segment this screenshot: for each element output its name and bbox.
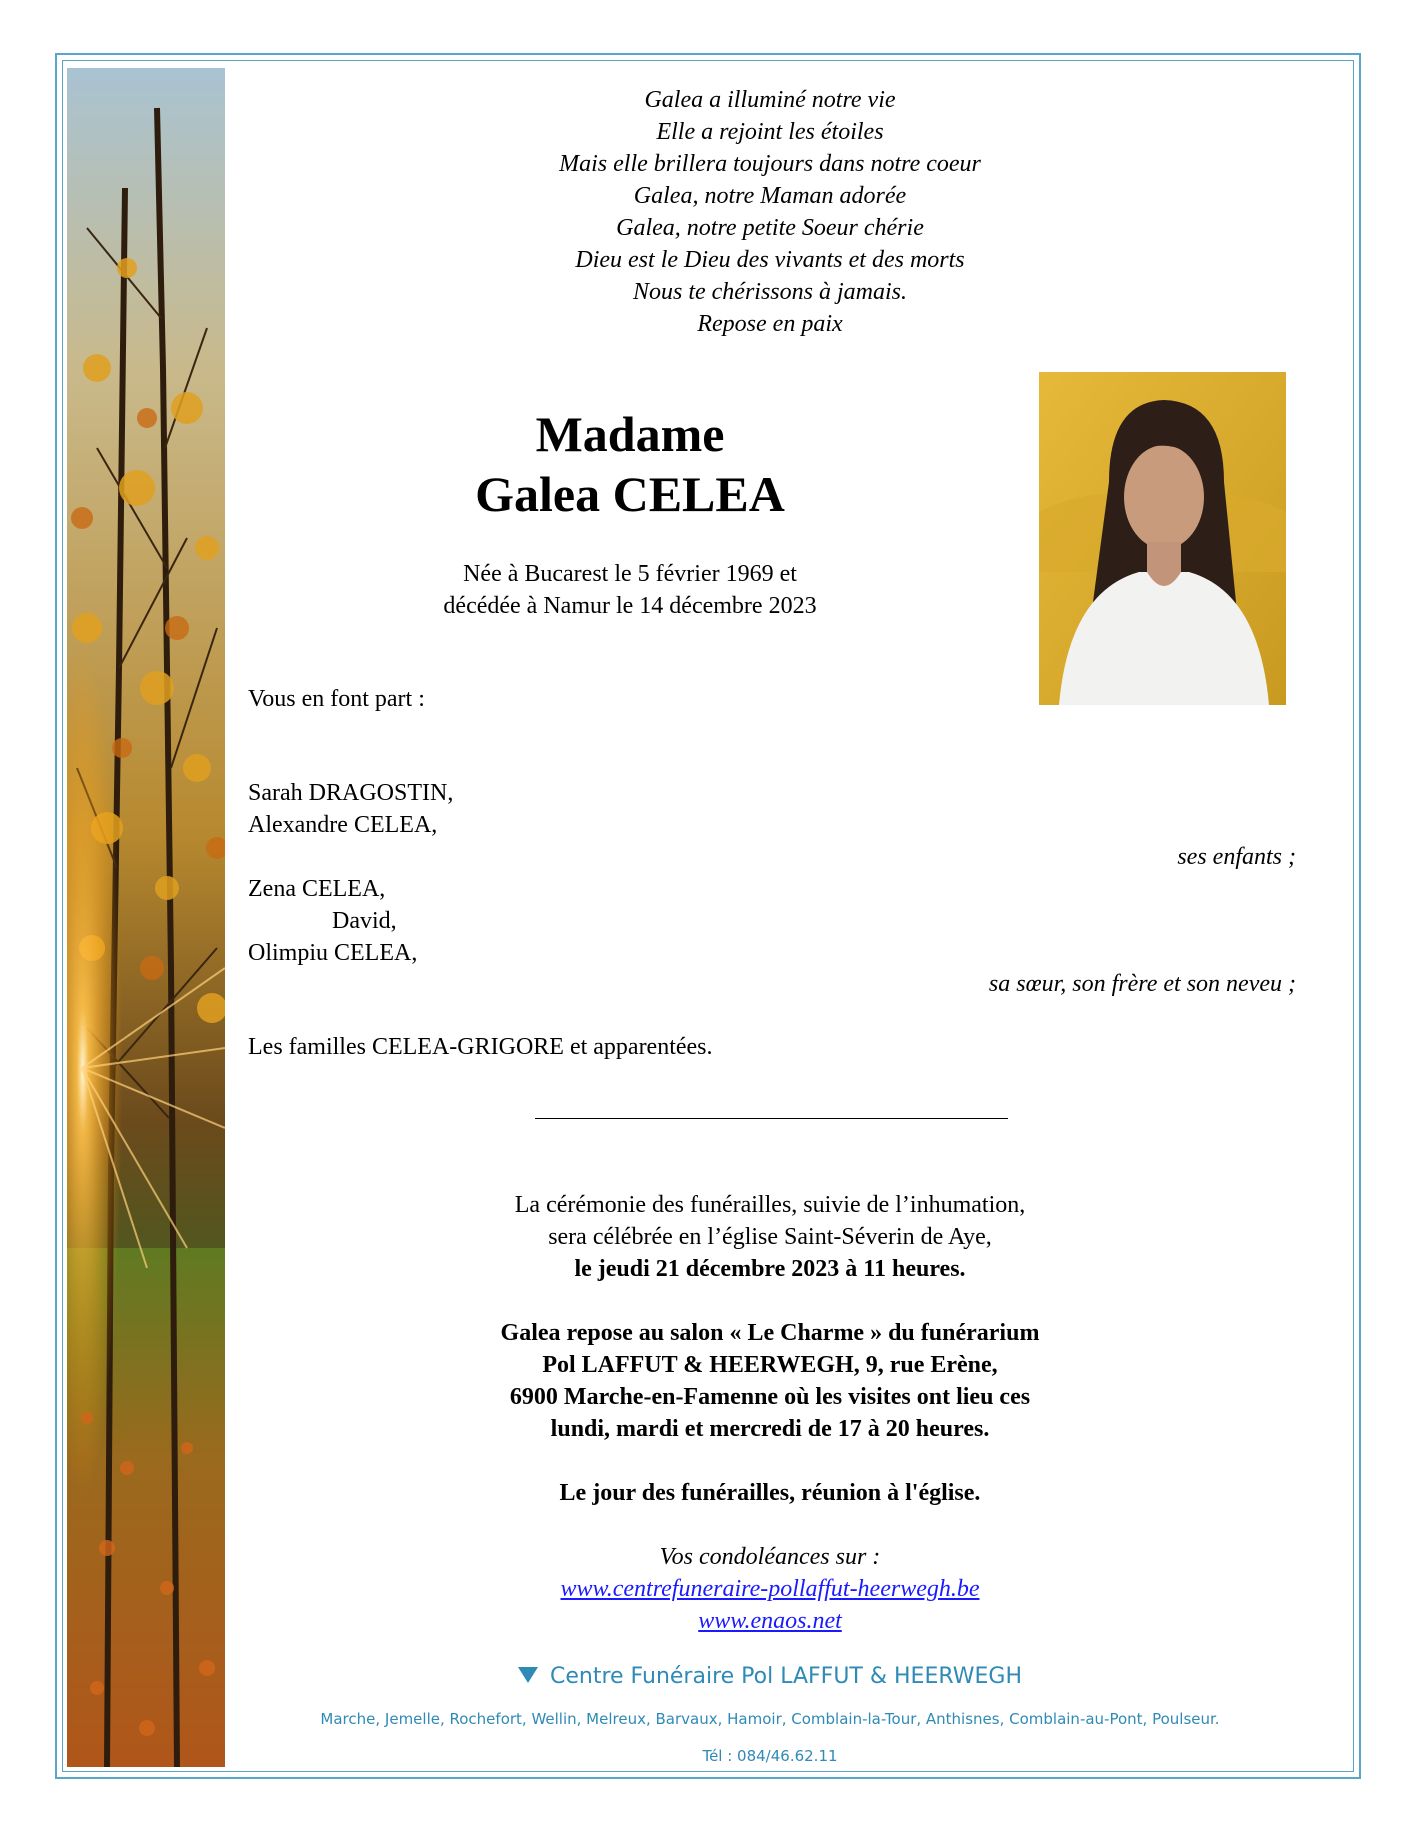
honorific: Madame — [535, 406, 725, 462]
visitation-line: 6900 Marche-en-Famenne où les visites ont lieu ces — [509, 1384, 1031, 1410]
meeting-line: Le jour des funérailles, réunion à l'église. — [559, 1480, 981, 1506]
ceremony-line: sera célébrée en l’église Saint-Séverin de Aye, — [548, 1224, 992, 1250]
family-member: David, — [332, 908, 397, 934]
ceremony-info — [390, 1189, 1150, 1637]
condolences-label: Vos condoléances sur : — [659, 1544, 881, 1570]
visitation-line: Galea repose au salon « Le Charme » du funérarium — [500, 1320, 1040, 1346]
birth-death-info — [380, 558, 880, 622]
family-member: Olimpiu CELEA, — [248, 940, 418, 966]
families-line: Les familles CELEA-GRIGORE et apparentées. — [248, 1034, 713, 1060]
siblings-list — [248, 873, 417, 969]
family-member: Zena CELEA, — [248, 876, 386, 902]
poem-line: Galea, notre petite Soeur chérie — [616, 215, 924, 241]
section-divider — [535, 1110, 1008, 1119]
poem-line: Galea a illuminé notre vie — [644, 87, 896, 113]
funeral-home-link[interactable]: www.centrefuneraire-pollaffut-heerwegh.be — [560, 1576, 980, 1602]
poem-line: Dieu est le Dieu des vivants et des morts — [575, 247, 965, 273]
deceased-name: Galea CELEA — [475, 466, 785, 522]
portrait-photo — [1039, 372, 1286, 705]
ceremony-date: le jeudi 21 décembre 2023 à 11 heures. — [574, 1256, 966, 1282]
branch-towns: Marche, Jemelle, Rochefort, Wellin, Melreux, Barvaux, Hamoir, Comblain-la-Tour, Anthisnes, Comblain-au-Pont, Poulseur. — [320, 1710, 1220, 1728]
poem-line: Galea, notre Maman adorée — [633, 183, 907, 209]
children-list — [248, 777, 453, 841]
autumn-forest-image — [67, 68, 225, 1767]
birth-line: Née à Bucarest le 5 février 1969 et — [463, 561, 797, 587]
enaos-link[interactable]: www.enaos.net — [698, 1608, 842, 1634]
phone-number: Tél : 084/46.62.11 — [702, 1747, 838, 1765]
poem-line: Elle a rejoint les étoiles — [656, 119, 884, 145]
visitation-line: Pol LAFFUT & HEERWEGH, 9, rue Erène, — [542, 1352, 998, 1378]
children-relation: ses enfants ; — [1177, 844, 1296, 870]
siblings-relation: sa sœur, son frère et son neveu ; — [988, 971, 1296, 997]
poem-line: Mais elle brillera toujours dans notre coeur — [559, 151, 981, 177]
brand-name: Centre Funéraire Pol LAFFUT & HEERWEGH — [550, 1664, 1022, 1689]
visitation-line: lundi, mardi et mercredi de 17 à 20 heures. — [550, 1416, 990, 1442]
death-line: décédée à Namur le 14 décembre 2023 — [443, 593, 817, 619]
deceased-title — [380, 404, 880, 524]
memorial-poem — [430, 84, 1110, 340]
family-member: Alexandre CELEA, — [248, 812, 438, 838]
announcement-intro: Vous en font part : — [248, 686, 425, 712]
poem-line: Nous te chérissons à jamais. — [632, 279, 907, 305]
ceremony-line: La cérémonie des funérailles, suivie de l’inhumation, — [514, 1192, 1026, 1218]
family-member: Sarah DRAGOSTIN, — [248, 780, 454, 806]
triangle-down-icon — [518, 1667, 538, 1683]
funeral-home-brand — [300, 1662, 1240, 1692]
poem-line: Repose en paix — [697, 311, 843, 337]
